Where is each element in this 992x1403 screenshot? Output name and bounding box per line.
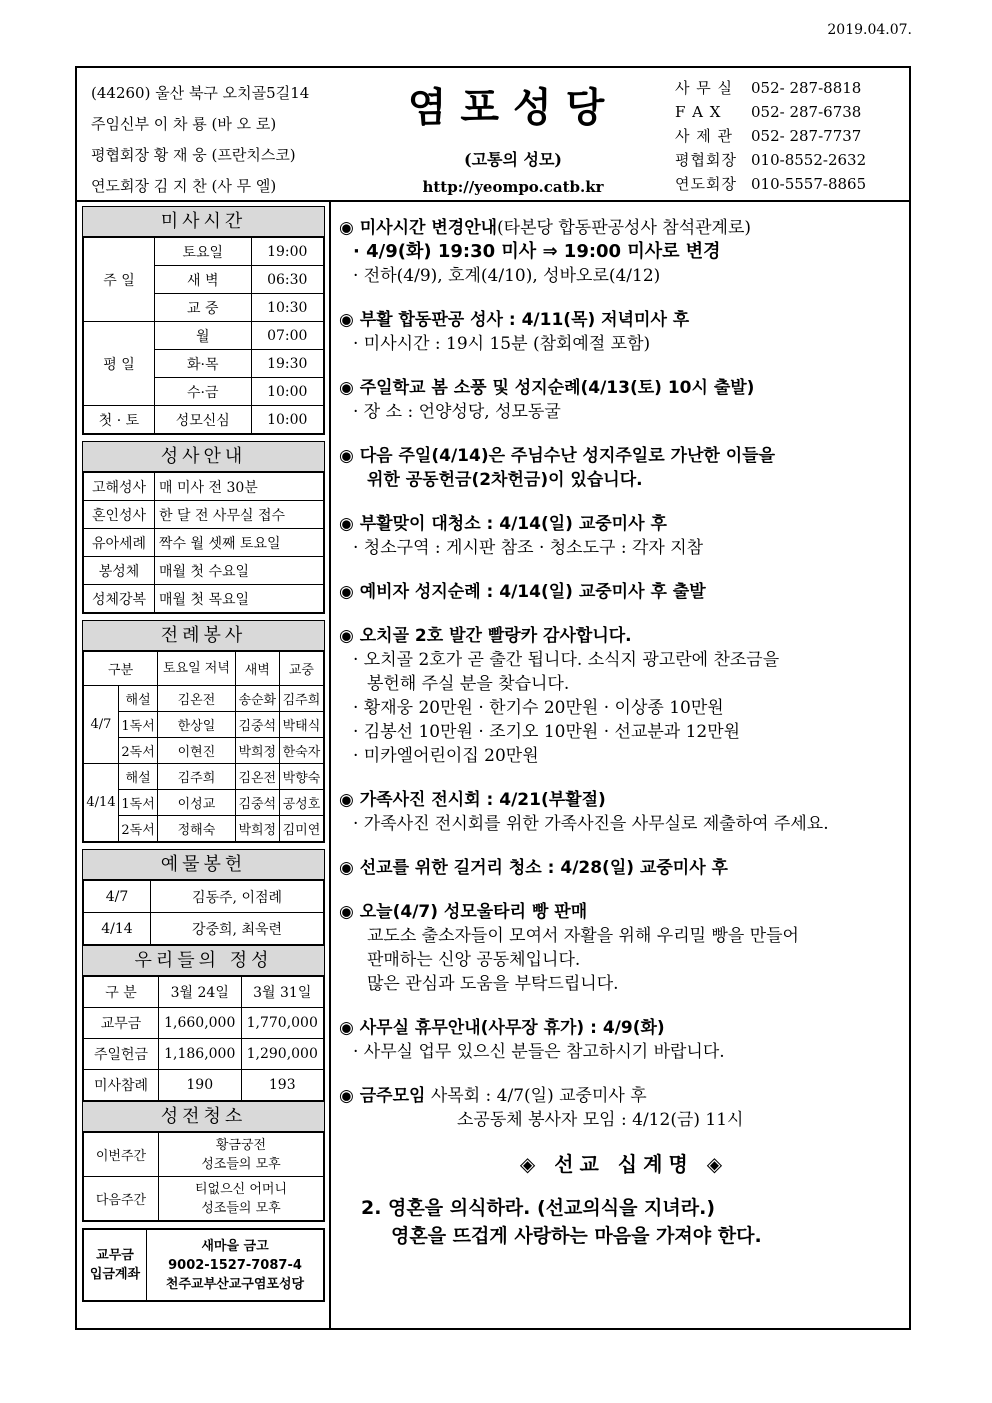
weekday-label: 평 일 bbox=[84, 322, 155, 406]
first-saturday-label: 첫 · 토 bbox=[84, 406, 155, 434]
bulletin-frame bbox=[75, 66, 911, 1330]
notice-picnic: ◉ 주일학교 봄 소풍 및 성지순례(4/13(토) 10시 출발) · 장 소 : 언양성당, 성모동굴 bbox=[339, 378, 755, 422]
mass-times-title: 미사시간 bbox=[83, 207, 324, 237]
notice-cleaning: ◉ 부활맞이 대청소 : 4/14(일) 교중미사 후 · 청소구역 : 게시판 참조 · 청소도구 : 각자 지참 bbox=[339, 514, 704, 558]
notice-pilgrimage: ◉ 예비자 성지순례 : 4/14(일) 교중미사 후 출발 bbox=[339, 582, 706, 602]
patron: (고통의 성모) bbox=[464, 150, 562, 169]
offering-finance-box bbox=[82, 849, 325, 1222]
address: (44260) 울산 북구 오치골5길14 bbox=[91, 84, 310, 102]
contact-row: 사 무 실 052- 287-8818 bbox=[675, 79, 862, 97]
header-title bbox=[383, 68, 643, 196]
cleaning-title: 성전청소 bbox=[83, 1101, 324, 1132]
notice-mass-change: ◉ 미사시간 변경안내(타본당 합동판공성사 참석관계로) · 4/9(화) 19:30 미사 ⇒ 19:00 미사로 변경 · 전하(4/9), 호계(4/10), 성바오로(4/12) bbox=[339, 218, 752, 286]
contact-row: 연도회장 010-5557-8865 bbox=[675, 175, 867, 193]
notice-ochigol: ◉ 오치골 2호 발간 빨랑카 감사합니다. · 오치골 2호가 곧 출간 됩니다. 소식지 광고란에 찬조금을 봉헌해 주실 분을 찾습니다. · 황재웅 20만원 · 한기수 20만원 · 이상종 10만원 · 김봉선 10만원 · 조기오 10만원 · 선교분과 12만원 · 미카엘어린이집 20만원 bbox=[339, 626, 780, 766]
header-info bbox=[91, 78, 309, 202]
notice-meetings: ◉ 금주모임 사목회 : 4/7(일) 교중미사 후 소공동체 봉사자 모임 : 4/12(금) 11시 bbox=[339, 1086, 744, 1130]
liturgy-table: 구분 토요일 저녁 새벽 교중 4/7 해설 김온전 송순화 김주희 1독서 한상일 김중석 박태식 2독서 이현진 박희정 한숙자 4/14 해설 김주희 김온전 박향숙 1독서 이성교 김중석 공성호 2독서 정해숙 박희정 김미연 bbox=[83, 651, 324, 842]
notice-photo: ◉ 가족사진 전시회 : 4/21(부활절) · 가족사진 전시회를 위한 가족사진을 사무실로 제출하여 주세요. bbox=[339, 790, 829, 834]
finance-table: 구 분 3월 24일 3월 31일 교무금 1,660,000 1,770,000 주일헌금 1,186,000 1,290,000 미사참례 190 193 bbox=[83, 976, 324, 1101]
liturgy-box bbox=[82, 620, 325, 843]
elder-president: 연도회장 김 지 찬 (사 무 엘) bbox=[91, 177, 277, 195]
finance-title: 우리들의 정성 bbox=[83, 945, 324, 976]
mass-times-table: 주 일 토요일 19:00 새 벽 06:30 교 중 10:30 평 일 월 07:00 화·목 19:30 수·금 10:00 첫 · 토 성모신심 10:00 bbox=[83, 237, 324, 434]
notice-confession: ◉ 부활 합동판공 성사 : 4/11(목) 저녁미사 후 · 미사시간 : 19시 15분 (참회예절 포함) bbox=[339, 310, 690, 354]
offering-title: 예물봉헌 bbox=[83, 850, 324, 880]
notice-office-closed: ◉ 사무실 휴무안내(사무장 휴가) : 4/9(화) · 사무실 업무 있으신 분들은 참고하시기 바랍니다. bbox=[339, 1018, 725, 1062]
offering-table: 4/7 김동주, 이점례 4/14 강중희, 최욱련 bbox=[83, 880, 324, 945]
notice-bread: ◉ 오늘(4/7) 성모울타리 빵 판매 교도소 출소자들이 모여서 자활을 위해 우리밀 빵을 만들어 판매하는 신앙 공동체입니다. 많은 관심과 도움을 부탁드립니다. bbox=[339, 902, 799, 994]
contact-row: F A X 052- 287-6738 bbox=[675, 103, 862, 121]
sunday-label: 주 일 bbox=[84, 238, 155, 322]
mission-text: 2. 영혼을 의식하라. (선교의식을 지녀라.) 영혼을 뜨겁게 사랑하는 마음을 가져야 한다. bbox=[361, 1197, 762, 1247]
church-name: 염포성당 bbox=[407, 85, 619, 131]
notices-column bbox=[339, 216, 909, 1250]
sacraments-table: 고해성사 매 미사 전 30분 혼인성사 한 달 전 사무실 접수 유아세례 짝수 월 셋째 토요일 봉성체 매월 첫 수요일 성체강복 매월 첫 목요일 bbox=[83, 472, 324, 613]
pastor: 주임신부 이 차 룡 (바 오 로) bbox=[91, 115, 277, 133]
sacraments-box bbox=[82, 441, 325, 614]
sacraments-title: 성사안내 bbox=[83, 442, 324, 472]
bulletin-date: 2019.04.07. bbox=[827, 22, 912, 38]
cleaning-table: 이번주간 황금궁전 성조들의 모후 다음주간 티없으신 어머니 성조들의 모후 bbox=[83, 1132, 324, 1221]
column-divider bbox=[329, 200, 331, 1330]
council-president: 평협회장 황 재 웅 (프란치스코) bbox=[91, 146, 296, 164]
liturgy-title: 전례봉사 bbox=[83, 621, 324, 651]
website-link[interactable]: http://yeompo.catb.kr bbox=[422, 178, 604, 196]
notice-palm-sunday: ◉ 다음 주일(4/14)은 주님수난 성지주일로 가난한 이들을 위한 공동헌금(2차헌금)이 있습니다. bbox=[339, 446, 776, 490]
mission-title: ◈ 선교 십계명 ◈ bbox=[519, 1152, 729, 1176]
contact-row: 사 제 관 052- 287-7737 bbox=[675, 127, 862, 145]
mass-times-box bbox=[82, 206, 325, 435]
account-box: 교무금 입금계좌 새마을 금고 9002-1527-7087-4 천주교부산교구염포성당 bbox=[82, 1228, 325, 1302]
left-column bbox=[82, 206, 325, 1302]
contact-row: 평협회장 010-8552-2632 bbox=[675, 151, 867, 169]
notice-street-cleaning: ◉ 선교를 위한 길거리 청소 : 4/28(일) 교중미사 후 bbox=[339, 858, 728, 878]
contacts bbox=[675, 76, 866, 196]
account-number: 9002-1527-7087-4 bbox=[168, 1257, 302, 1273]
header bbox=[77, 68, 909, 202]
